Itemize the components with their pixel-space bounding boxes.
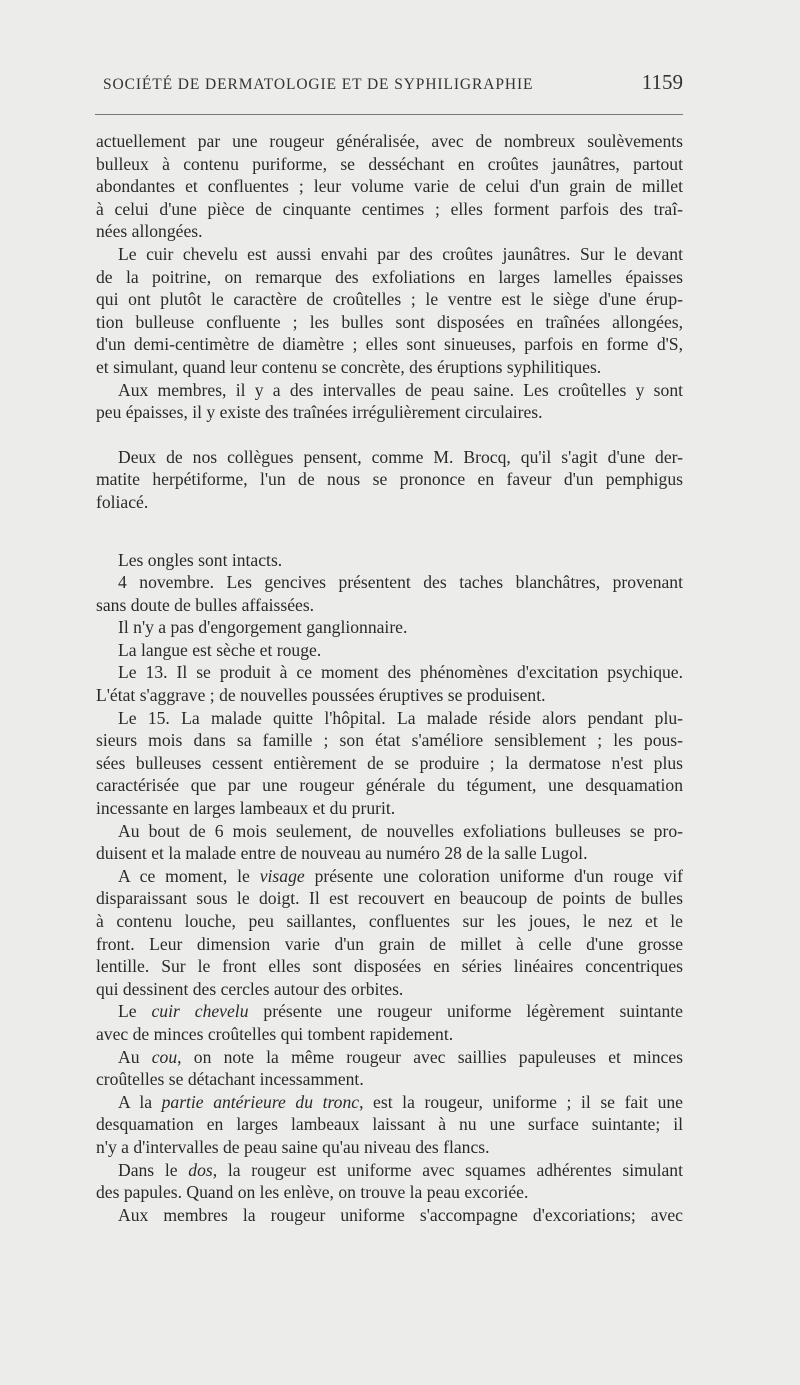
paragraph bbox=[96, 616, 683, 639]
paragraph bbox=[96, 379, 683, 424]
text-line: qui ont plutôt le caractère de croûtelles ; le ventre est le siège d'une érup- bbox=[96, 289, 683, 310]
text-line: sieurs mois dans sa famille ; son état s'améliore sensiblement ; les pous- bbox=[96, 730, 683, 751]
text-line: avec de minces croûtelles qui tombent rapidement. bbox=[96, 1023, 454, 1044]
paragraph bbox=[96, 639, 683, 662]
text-line: L'état s'aggrave ; de nouvelles poussées éruptives se produisent. bbox=[96, 685, 546, 706]
text-line: de la poitrine, on remarque des exfoliations en larges lamelles épaisses bbox=[96, 266, 683, 287]
text-line: Les ongles sont intacts. bbox=[118, 549, 283, 570]
text-line: Le 13. Il se produit à ce moment des phénomènes d'excitation psychique. bbox=[118, 662, 683, 683]
text-line: caractérisée que par une rougeur générale du tégument, une desquamation bbox=[96, 775, 683, 796]
paragraph bbox=[96, 1159, 683, 1204]
text-line: Aux membres la rougeur uniforme s'accompagne d'excoriations; avec bbox=[118, 1204, 683, 1225]
text-line: Au bout de 6 mois seulement, de nouvelles exfoliations bulleuses se pro- bbox=[118, 820, 683, 841]
paragraph bbox=[96, 571, 683, 616]
paragraph bbox=[96, 707, 683, 820]
text-line: Au cou, on note la même rougeur avec saillies papuleuses et minces bbox=[118, 1046, 684, 1067]
text-line: peu épaisses, il y existe des traînées irrégulièrement circulaires. bbox=[96, 402, 543, 423]
page-number: 1159 bbox=[641, 70, 683, 94]
text-line: sans doute de bulles affaissées. bbox=[96, 594, 315, 615]
text-line: Aux membres, il y a des intervalles de peau saine. Les croûtelles y sont bbox=[118, 379, 683, 400]
text-line: desquamation en larges lambeaux laissant à nu une surface suintante; il bbox=[96, 1114, 683, 1135]
body-text bbox=[96, 130, 683, 1226]
text-line: à contenu louche, peu saillantes, confluentes sur les joues, le nez et le bbox=[96, 911, 683, 931]
running-header bbox=[103, 70, 683, 95]
paragraph bbox=[96, 1204, 683, 1227]
running-title: SOCIÉTÉ DE DERMATOLOGIE ET DE SYPHILIGRAPHIE bbox=[103, 76, 534, 93]
text-line: n'y a d'intervalles de peau saine qu'au niveau des flancs. bbox=[96, 1136, 490, 1157]
paragraph bbox=[96, 549, 683, 572]
text-line: incessante en larges lambeaux et du prurit. bbox=[96, 798, 396, 819]
text-line: Dans le dos, la rougeur est uniforme avec squames adhérentes simulant bbox=[118, 1159, 683, 1180]
paragraph-spacer bbox=[96, 514, 683, 549]
text-line: abondantes et confluentes ; leur volume varie de celui d'un grain de millet bbox=[96, 176, 683, 197]
text-line: Deux de nos collègues pensent, comme M. Brocq, qu'il s'agit d'une der- bbox=[118, 446, 683, 467]
text-line: Le cuir chevelu présente une rougeur uniforme légèrement suintante bbox=[118, 1001, 683, 1022]
text-line: La langue est sèche et rouge. bbox=[118, 639, 322, 660]
paragraph bbox=[96, 1046, 683, 1091]
text-line: sées bulleuses cessent entièrement de se produire ; la dermatose n'est plus bbox=[96, 752, 683, 773]
text-line: nées allongées. bbox=[96, 221, 203, 242]
text-line: A la partie antérieure du tronc, est la rougeur, uniforme ; il se fait une bbox=[118, 1091, 683, 1112]
text-line: disparaissant sous le doigt. Il est recouvert en beaucoup de points de bulles bbox=[96, 888, 683, 909]
header-rule bbox=[95, 114, 683, 115]
text-line: lentille. Sur le front elles sont disposées en séries linéaires concentriques bbox=[96, 956, 683, 977]
text-line: qui dessinent des cercles autour des orbites. bbox=[96, 978, 404, 999]
text-line: A ce moment, le visage présente une coloration uniforme d'un rouge vif bbox=[118, 865, 684, 886]
text-line: foliacé. bbox=[96, 491, 149, 512]
text-line: tion bulleuse confluente ; les bulles sont disposées en traînées allongées, bbox=[96, 311, 683, 332]
paragraph bbox=[96, 243, 683, 379]
text-line: croûtelles se détachant incessamment. bbox=[96, 1069, 364, 1090]
text-line: 4 novembre. Les gencives présentent des taches blanchâtres, provenant bbox=[118, 572, 683, 593]
paragraph bbox=[96, 661, 683, 706]
text-line: à celui d'une pièce de cinquante centimes ; elles forment parfois des traî- bbox=[96, 198, 683, 219]
paragraph-spacer bbox=[96, 424, 683, 446]
paragraph bbox=[96, 446, 683, 514]
paragraph bbox=[96, 820, 683, 865]
text-line: duisent et la malade entre de nouveau au numéro 28 de la salle Lugol. bbox=[96, 843, 588, 864]
text-line: actuellement par une rougeur généralisée, avec de nombreux soulèvements bbox=[96, 131, 683, 151]
text-line: Le cuir chevelu est aussi envahi par des croûtes jaunâtres. Sur le devant bbox=[118, 243, 683, 264]
italic-term: cuir chevelu bbox=[151, 1001, 249, 1022]
text-line: bulleux à contenu puriforme, se desséchant en croûtes jaunâtres, partout bbox=[96, 153, 683, 174]
paragraph bbox=[96, 130, 683, 243]
text-line: et simulant, quand leur contenu se concrète, des éruptions syphilitiques. bbox=[96, 356, 602, 377]
text-line: matite herpétiforme, l'un de nous se prononce en faveur d'un pemphigus bbox=[96, 469, 683, 490]
italic-term: visage bbox=[259, 865, 305, 886]
italic-term: dos bbox=[188, 1159, 213, 1180]
paragraph bbox=[96, 865, 683, 1001]
text-line: Le 15. La malade quitte l'hôpital. La malade réside alors pendant plu- bbox=[118, 707, 683, 728]
text-line: Il n'y a pas d'engorgement ganglionnaire. bbox=[118, 617, 408, 638]
italic-term: cou bbox=[151, 1046, 178, 1067]
text-line: front. Leur dimension varie d'un grain de millet à celle d'une grosse bbox=[96, 933, 683, 954]
paragraph bbox=[96, 1091, 683, 1159]
paragraph bbox=[96, 1000, 683, 1045]
italic-term: partie antérieure du tronc bbox=[161, 1091, 360, 1112]
text-line: des papules. Quand on les enlève, on trouve la peau excoriée. bbox=[96, 1182, 529, 1203]
text-line: d'un demi-centimètre de diamètre ; elles sont sinueuses, parfois en forme d'S, bbox=[96, 334, 683, 355]
